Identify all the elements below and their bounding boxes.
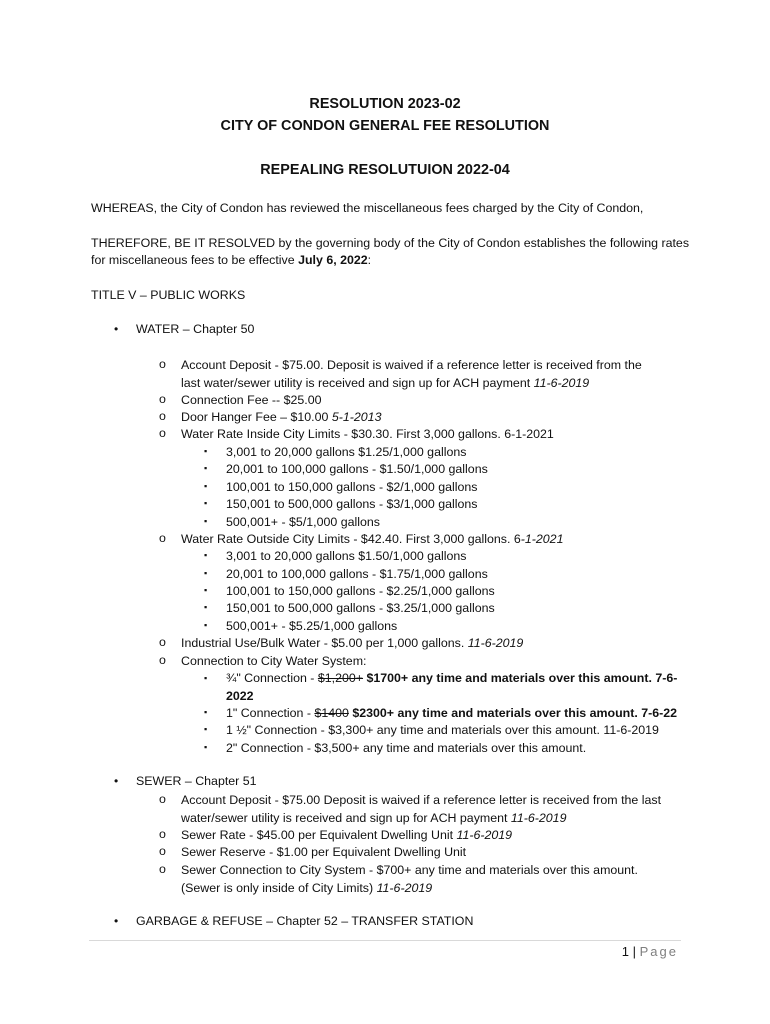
therefore-line-1: THEREFORE, BE IT RESOLVED by the governing body of the City of Condon establishes the following rates — [91, 236, 690, 250]
sewer-account-deposit-line-1: Account Deposit - $75.00 Deposit is waived if a reference letter is received from the last — [181, 793, 662, 807]
square-marker: ▪ — [204, 516, 208, 526]
sewer-connection-text: (Sewer is only inside of City Limits) — [181, 880, 377, 895]
bullet-marker: • — [114, 914, 119, 928]
repealing-title: REPEALING RESOLUTUION 2022-04 — [260, 162, 510, 178]
circle-marker: o — [159, 426, 166, 440]
inside-tier-1: 3,001 to 20,000 gallons $1.25/1,000 gallons — [226, 445, 467, 459]
bullet-marker: • — [114, 774, 119, 788]
sewer-rate-text: Sewer Rate - $45.00 per Equivalent Dwelling Unit — [181, 828, 457, 842]
water-account-deposit — [181, 357, 681, 392]
square-marker: ▪ — [204, 742, 208, 752]
square-marker: ▪ — [204, 446, 208, 456]
square-marker: ▪ — [204, 481, 208, 491]
square-marker: ▪ — [204, 463, 208, 473]
sewer-rate — [181, 827, 681, 845]
square-marker: ▪ — [204, 620, 208, 630]
connection-two-inch: 2" Connection - $3,500+ any time and materials over this amount. — [226, 741, 587, 755]
industrial-use-date: 11-6-2019 — [467, 636, 524, 650]
water-account-deposit-line-1: Account Deposit - $75.00. Deposit is waived if a reference letter is received from the — [181, 358, 642, 372]
bullet-marker: • — [114, 322, 119, 336]
square-marker: ▪ — [204, 498, 208, 508]
therefore-line-2 — [91, 252, 691, 269]
square-marker: ▪ — [204, 602, 208, 612]
whereas-clause: WHEREAS, the City of Condon has reviewed the miscellaneous fees charged by the City of Condon, — [91, 201, 644, 215]
connection-three-quarter-old-fee: $1,200+ — [317, 671, 364, 685]
circle-marker: o — [159, 357, 166, 371]
inside-tier-2: 20,001 to 100,000 gallons - $1.50/1,000 gallons — [226, 462, 488, 476]
outside-tier-2: 20,001 to 100,000 gallons - $1.75/1,000 gallons — [226, 567, 488, 581]
connection-three-quarter-new-fee: $1700+ any time and materials over this amount. 7-6- — [363, 671, 678, 685]
circle-marker: o — [159, 531, 166, 545]
inside-tier-4: 150,001 to 500,000 gallons - $3/1,000 gallons — [226, 497, 478, 511]
sewer-connection-line-1: Sewer Connection to City System - $700+ any time and materials over this amount. — [181, 863, 638, 877]
water-rate-inside: Water Rate Inside City Limits - $30.30. First 3,000 gallons. 6-1-2021 — [181, 427, 554, 441]
square-marker: ▪ — [204, 673, 208, 683]
resolution-title: CITY OF CONDON GENERAL FEE RESOLUTION — [220, 118, 550, 134]
outside-tier-4: 150,001 to 500,000 gallons - $3.25/1,000 gallons — [226, 601, 495, 615]
inside-tier-5: 500,001+ - $5/1,000 gallons — [226, 515, 380, 529]
circle-marker: o — [159, 862, 166, 876]
square-marker: ▪ — [204, 550, 208, 560]
sewer-account-deposit-date: 11-6-2019 — [510, 810, 567, 825]
connection-city-water: Connection to City Water System: — [181, 654, 367, 668]
page-number: 1 — [621, 944, 630, 959]
door-hanger-text: Door Hanger Fee – $10.00 — [181, 410, 332, 424]
page-footer — [622, 944, 678, 959]
connection-one-half-inch: 1 ½" Connection - $3,300+ any time and materials over this amount. 11-6-2019 — [226, 723, 659, 737]
water-rate-outside-text: Water Rate Outside City Limits - $42.40. First 3,000 gallons. 6 — [181, 532, 521, 546]
sewer-account-deposit-line-2 — [181, 810, 691, 828]
connection-three-quarter-year: 2022 — [226, 688, 254, 703]
water-account-deposit-date: 11-6-2019 — [533, 375, 590, 390]
connection-one-inch-label: 1" Connection - — [226, 706, 315, 720]
connection-three-quarter-line-1 — [226, 670, 686, 688]
circle-marker: o — [159, 827, 166, 841]
sewer-connection — [181, 862, 681, 897]
circle-marker: o — [159, 653, 166, 667]
water-heading: WATER – Chapter 50 — [136, 322, 255, 336]
sewer-connection-date: 11-6-2019 — [376, 880, 433, 895]
square-marker: ▪ — [204, 568, 208, 578]
therefore-clause — [91, 235, 691, 269]
circle-marker: o — [159, 409, 166, 423]
connection-one-inch-new-fee: $2300+ any time and materials over this amount. 7-6-22 — [348, 706, 678, 720]
sewer-account-deposit — [181, 792, 691, 827]
circle-marker: o — [159, 392, 166, 406]
circle-marker: o — [159, 635, 166, 649]
footer-divider — [89, 940, 681, 941]
circle-marker: o — [159, 844, 166, 858]
connection-one-inch-old-fee: $1400 — [314, 706, 349, 720]
square-marker: ▪ — [204, 724, 208, 734]
connection-one-inch — [226, 705, 686, 723]
sewer-rate-date: 11-6-2019 — [456, 828, 513, 842]
circle-marker: o — [159, 792, 166, 806]
outside-tier-1: 3,001 to 20,000 gallons $1.50/1,000 gallons — [226, 549, 467, 563]
industrial-use-text: Industrial Use/Bulk Water - $5.00 per 1,000 gallons. — [181, 636, 468, 650]
water-account-deposit-line-2 — [181, 375, 681, 393]
square-marker: ▪ — [204, 707, 208, 717]
connection-three-quarter — [226, 670, 686, 705]
garbage-heading: GARBAGE & REFUSE – Chapter 52 – TRANSFER STATION — [136, 914, 474, 928]
resolution-number: RESOLUTION 2023-02 — [309, 96, 461, 112]
water-connection-fee: Connection Fee -- $25.00 — [181, 393, 322, 407]
therefore-text: for miscellaneous fees to be effective — [91, 253, 299, 267]
water-rate-outside — [181, 531, 681, 549]
colon: : — [367, 253, 372, 267]
connection-three-quarter-label: ¾" Connection - — [226, 671, 318, 685]
effective-date: July 6, 2022 — [298, 253, 368, 267]
page-word: Page — [639, 944, 678, 959]
inside-tier-3: 100,001 to 150,000 gallons - $2/1,000 gallons — [226, 480, 478, 494]
sewer-connection-line-2 — [181, 880, 681, 898]
sewer-account-deposit-text: water/sewer utility is received and sign up for ACH payment — [181, 810, 511, 825]
industrial-use — [181, 635, 681, 653]
sewer-heading: SEWER – Chapter 51 — [136, 774, 257, 788]
water-rate-outside-date: -1-2021 — [520, 532, 564, 546]
door-hanger-fee — [181, 409, 681, 427]
door-hanger-date: 5-1-2013 — [331, 410, 382, 424]
water-account-deposit-text: last water/sewer utility is received and sign up for ACH payment — [181, 375, 534, 390]
section-title: TITLE V – PUBLIC WORKS — [91, 288, 246, 302]
outside-tier-3: 100,001 to 150,000 gallons - $2.25/1,000 gallons — [226, 584, 495, 598]
outside-tier-5: 500,001+ - $5.25/1,000 gallons — [226, 619, 398, 633]
square-marker: ▪ — [204, 585, 208, 595]
footer-separator: | — [629, 944, 640, 959]
sewer-reserve: Sewer Reserve - $1.00 per Equivalent Dwelling Unit — [181, 845, 467, 859]
